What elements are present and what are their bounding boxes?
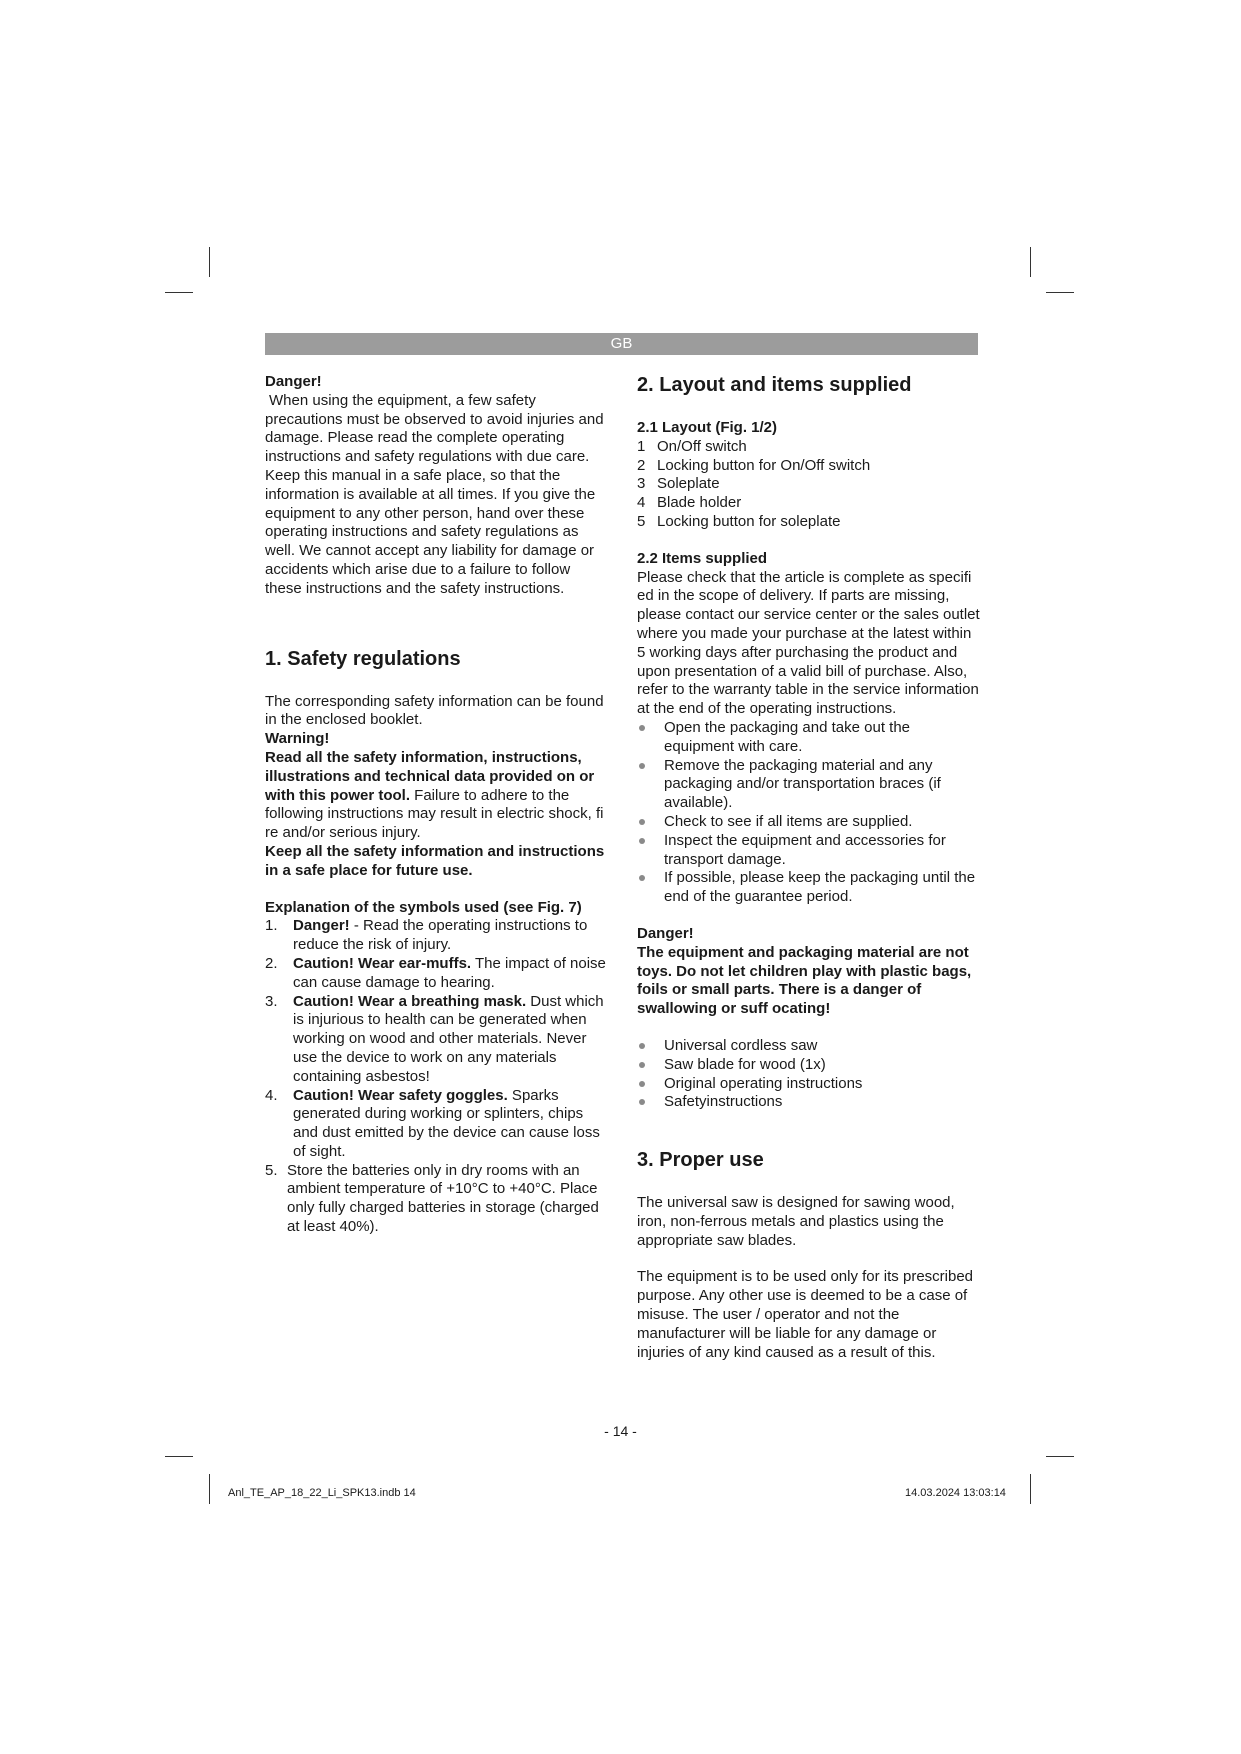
item-text: - Read the operating instructions to reduce the risk of injury.	[293, 917, 588, 954]
item-label: Soleplate	[657, 475, 720, 493]
item-text: Store the batteries only in dry rooms with an ambient temperature of +10°C to +40°C. Place only fully charged batteries in storage (charged at least 40%).	[287, 1161, 599, 1236]
item-label: Locking button for On/Off switch	[657, 456, 871, 474]
unpacking-steps	[637, 719, 982, 907]
danger-intro-text: When using the equipment, a few safety precautions must be observed to avoid injuries and damage. Please read the complete operating instructions and safety regulations with due care. Keep this manual in a safe place, so that the information is available at all times. If you give the equipment to any other person, hand over these operating instructions and safety regulations as well. We cannot accept any liability for damage or accidents which arise due to a failure to follow these instructions and the safety instructions.	[265, 391, 604, 597]
list-item	[637, 475, 982, 494]
keep-safe-text: Keep all the safety information and instructions in a safe place for future use.	[265, 842, 605, 879]
list-item	[637, 513, 982, 532]
symbols-list	[265, 917, 610, 1237]
item-number: 4.	[265, 1086, 278, 1104]
item-label: Blade holder	[657, 494, 742, 512]
item-number: 2	[637, 456, 646, 474]
item-text: Sparks generated during working or splinters, chips and dust emitted by the device can cause loss of sight.	[293, 1086, 600, 1160]
item-text: Remove the packaging material and any packaging and/or transportation braces (if available).	[664, 756, 941, 812]
item-number: 4	[637, 494, 646, 512]
item-number: 1.	[265, 917, 278, 935]
item-text: If possible, please keep the packaging until the end of the guarantee period.	[664, 869, 976, 906]
warning-title: Warning!	[265, 730, 330, 748]
list-item	[265, 917, 610, 955]
item-number: 5.	[265, 1161, 278, 1179]
bullet-icon	[639, 1081, 645, 1087]
item-text: Check to see if all items are supplied.	[664, 812, 913, 830]
crop-mark	[209, 247, 210, 277]
bullet-icon	[639, 763, 645, 769]
warning-text	[265, 749, 610, 843]
misuse-text: The equipment is to be used only for its prescribed purpose. Any other use is deemed to be a case of misuse. The user / operator and not the manufacturer will be liable for any damage or injuries of any kind caused as a result of this.	[637, 1268, 974, 1361]
item-number: 5	[637, 512, 646, 530]
layout-section-heading: 2. Layout and items supplied	[637, 374, 912, 396]
list-item	[265, 993, 610, 1087]
items-supplied-subheading: 2.2 Items supplied	[637, 549, 768, 567]
list-item	[637, 719, 982, 757]
list-item	[265, 955, 610, 993]
list-item	[637, 438, 982, 457]
symbols-heading: Explanation of the symbols used (see Fig. 7)	[265, 898, 582, 916]
item-text: Dust which is injurious to health can be generated when working on wood and other materials. Never use the device to work on any materials containing asbestos!	[293, 992, 604, 1085]
item-bold: Caution! Wear safety goggles.	[293, 1086, 508, 1104]
bullet-icon	[639, 1062, 645, 1068]
bullet-icon	[639, 819, 645, 825]
list-item	[637, 1075, 982, 1094]
item-number: 1	[637, 437, 646, 455]
right-column	[637, 373, 982, 1362]
list-item	[637, 757, 982, 813]
bullet-icon	[639, 725, 645, 731]
proper-use-heading: 3. Proper use	[637, 1149, 764, 1172]
left-column	[265, 373, 610, 1237]
bullet-icon	[639, 1043, 645, 1049]
list-item	[265, 1087, 610, 1162]
item-text: Saw blade for wood (1x)	[664, 1055, 826, 1073]
items-supplied-text: Please check that the article is complete as specifi ed in the scope of delivery. If parts are missing, please contact our service center or the sales outlet where you made your purchase at the latest within 5 working days after purchasing the product and upon presentation of a valid bill of purchase. Also, refer to the warranty table in the service information at the end of the operating instructions.	[637, 568, 980, 718]
list-item	[637, 1037, 982, 1056]
item-text: Universal cordless saw	[664, 1036, 818, 1054]
list-item	[637, 494, 982, 513]
item-label: Locking button for soleplate	[657, 512, 841, 530]
crop-mark	[165, 292, 193, 293]
bullet-icon	[639, 838, 645, 844]
item-text: Inspect the equipment and accessories for transport damage.	[664, 831, 946, 868]
proper-use-text: The universal saw is designed for sawing wood, iron, non-ferrous metals and plastics using the appropriate saw blades.	[637, 1194, 955, 1249]
item-bold: Danger!	[293, 917, 350, 935]
danger-title: Danger!	[265, 373, 322, 390]
list-item	[637, 1093, 982, 1112]
item-text: Original operating instructions	[664, 1074, 863, 1092]
layout-list	[637, 438, 982, 532]
danger-title: Danger!	[637, 924, 694, 942]
crop-mark	[209, 1474, 210, 1504]
danger-warning-text: The equipment and packaging material are not toys. Do not let children play with plastic bags, foils or small parts. There is a danger of swallowing or suff ocating!	[637, 943, 972, 1018]
item-number: 3	[637, 475, 646, 493]
warning-rest-text: Failure to adhere to the following instructions may result in electric shock, fi re and/or serious injury.	[265, 786, 604, 842]
list-item	[637, 457, 982, 476]
warning-bold-text: Read all the safety information, instructions, illustrations and technical data provided on or with this power tool.	[265, 748, 595, 804]
crop-mark	[1046, 1456, 1074, 1457]
safety-intro: The corresponding safety information can be found in the enclosed booklet.	[265, 692, 604, 729]
list-item	[637, 813, 982, 832]
layout-subheading: 2.1 Layout (Fig. 1/2)	[637, 419, 778, 436]
crop-mark	[1030, 247, 1031, 277]
item-text: Open the packaging and take out the equipment with care.	[664, 718, 911, 755]
list-item	[637, 869, 982, 907]
crop-mark	[165, 1456, 193, 1457]
list-item	[637, 832, 982, 870]
safety-heading: 1. Safety regulations	[265, 647, 461, 670]
page-number: - 14 -	[604, 1423, 637, 1439]
footer-file-name: Anl_TE_AP_18_22_Li_SPK13.indb 14	[228, 1487, 416, 1499]
item-bold: Caution! Wear a breathing mask.	[293, 992, 527, 1010]
list-item	[265, 1162, 610, 1237]
list-item	[637, 1056, 982, 1075]
item-number: 3.	[265, 992, 278, 1010]
item-bold: Caution! Wear ear-muffs.	[293, 954, 472, 972]
language-tab: GB	[265, 333, 978, 355]
supplied-items-list	[637, 1037, 982, 1112]
item-text: Safetyinstructions	[664, 1093, 783, 1111]
bullet-icon	[639, 875, 645, 881]
footer-timestamp: 14.03.2024 13:03:14	[905, 1487, 1006, 1499]
item-label: On/Off switch	[657, 437, 747, 455]
crop-mark	[1030, 1474, 1031, 1504]
crop-mark	[1046, 292, 1074, 293]
item-number: 2.	[265, 954, 278, 972]
item-text: The impact of noise can cause damage to hearing.	[293, 954, 606, 991]
bullet-icon	[639, 1099, 645, 1105]
